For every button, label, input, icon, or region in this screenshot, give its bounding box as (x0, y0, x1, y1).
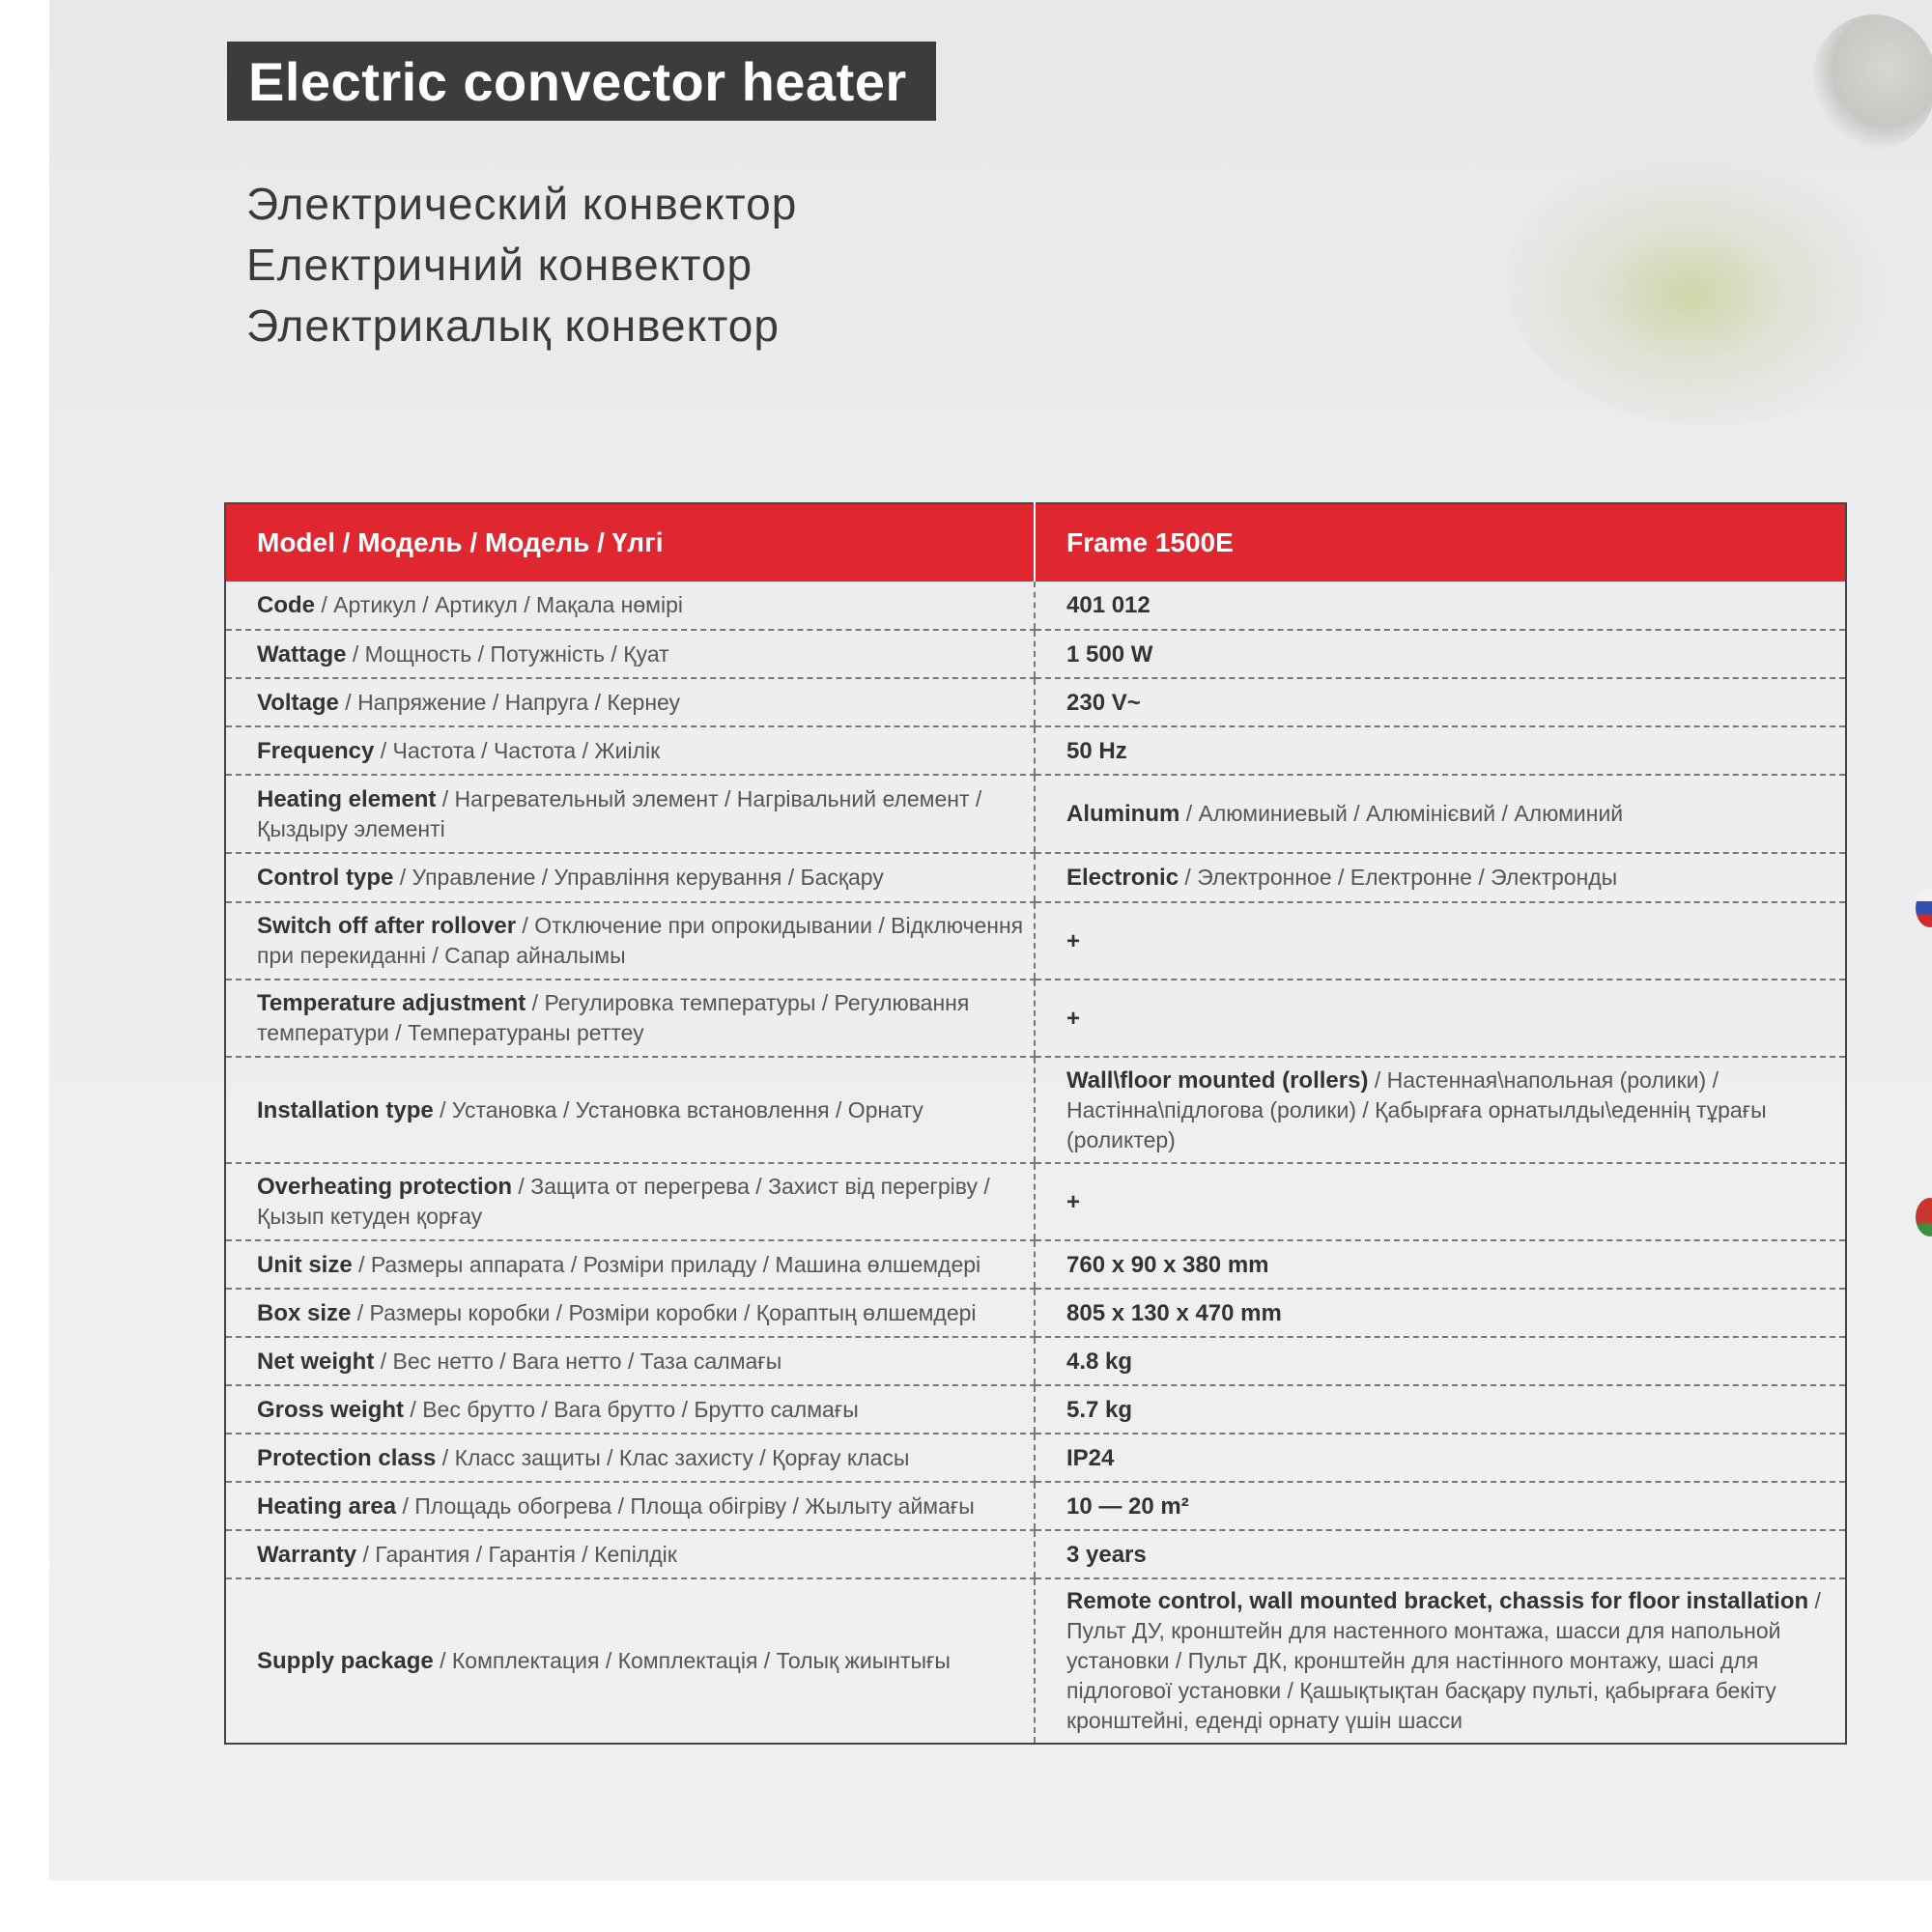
spec-label-cell (225, 853, 1035, 902)
spec-label-translations: / Напряжение / Напруга / Кернеу (338, 689, 681, 715)
spec-label-translations: / Мощность / Потужність / Қуат (346, 640, 669, 667)
spec-value-cell (1035, 1163, 1846, 1240)
spec-value-cell (1035, 1337, 1846, 1385)
table-row (225, 1482, 1846, 1530)
spec-value-translations: / Электронное / Електронне / Электронды (1179, 865, 1618, 890)
spec-label-english: Temperature adjustment (257, 990, 526, 1016)
spec-value-cell (1035, 1385, 1846, 1434)
spec-value-cell (1035, 1057, 1846, 1163)
spec-label-cell (225, 1385, 1035, 1434)
subtitle-kazakh: Электрикалық конвектор (246, 300, 780, 351)
spec-value: 4.8 kg (1066, 1348, 1133, 1375)
spec-value-cell (1035, 853, 1846, 902)
table-row (225, 726, 1846, 775)
spec-value: + (1066, 1188, 1081, 1215)
table-row (225, 582, 1846, 630)
spec-value-cell (1035, 775, 1846, 853)
subtitle-russian: Электрический конвектор (246, 179, 798, 229)
spec-label-english: Unit size (257, 1251, 353, 1278)
spec-label-english: Control type (257, 865, 394, 891)
spec-label-translations: / Размеры аппарата / Розміри приладу / Машина өлшемдері (352, 1251, 981, 1277)
spec-label-english: Voltage (257, 689, 339, 716)
spec-value: Aluminum (1066, 801, 1180, 827)
spec-label-translations: / Регулировка температуры / Регулювання температури / Температураны реттеу (257, 990, 970, 1045)
spec-value: Remote control, wall mounted bracket, chassis for floor installation (1066, 1588, 1809, 1614)
spec-label-english: Net weight (257, 1348, 375, 1375)
spec-label-english: Protection class (257, 1444, 437, 1471)
spec-label-translations: / Нагревательный элемент / Нагрівальний елемент / Қыздыру элементі (257, 785, 982, 841)
spec-value-cell (1035, 1240, 1846, 1289)
table-row (225, 1530, 1846, 1578)
table-row (225, 853, 1846, 902)
spec-value-translations: / Настенная\напольная (ролики) / Настінна\підлогова (ролики) / Қабырғаға орнатылды\еденнің тұрағы (роликтер) (1066, 1066, 1767, 1152)
spec-value-translations: / Пульт ДУ, кронштейн для настенного монтажа, шасси для напольной установки / Пульт ДК, кронштейн для настінного монтажу, шасі для підлогової установки / Қашықтықтан басқару пульті, қабырғаға бекіту кронштейні, еденді орнату үшін шасси (1066, 1588, 1821, 1733)
spec-value: 3 years (1066, 1541, 1147, 1568)
spec-label-cell (225, 1530, 1035, 1578)
subtitle-group (246, 174, 797, 356)
spec-label-english: Warranty (257, 1541, 357, 1568)
table-row (225, 1163, 1846, 1240)
spec-label-english: Heating element (257, 785, 437, 812)
table-row (225, 1289, 1846, 1337)
spec-value-cell (1035, 1530, 1846, 1578)
spec-label-translations: / Защита от перегрева / Захист від перегріву / Қызып кетуден қорғау (257, 1174, 990, 1229)
spec-value: IP24 (1066, 1444, 1115, 1471)
product-corner-decoration (1811, 14, 1932, 150)
spec-label-english: Box size (257, 1299, 352, 1326)
subtitle-ukrainian: Електричний конвектор (246, 240, 753, 290)
spec-label-english: Heating area (257, 1492, 397, 1520)
spec-label-cell (225, 1337, 1035, 1385)
spec-value: Wall\floor mounted (rollers) (1066, 1066, 1369, 1094)
spec-value: 805 x 130 x 470 mm (1066, 1299, 1282, 1326)
table-row (225, 678, 1846, 726)
spec-label-cell (225, 1482, 1035, 1530)
spec-value: 5.7 kg (1066, 1396, 1133, 1423)
spec-label-cell (225, 1578, 1035, 1744)
title-banner (227, 42, 936, 121)
spec-value-cell (1035, 726, 1846, 775)
spec-label-cell (225, 630, 1035, 678)
spec-label-cell (225, 726, 1035, 775)
spec-label-cell (225, 1240, 1035, 1289)
spec-label-cell (225, 1163, 1035, 1240)
table-row (225, 775, 1846, 853)
spec-label-cell (225, 1434, 1035, 1482)
table-row (225, 902, 1846, 980)
spec-label-cell (225, 980, 1035, 1057)
spec-value-cell (1035, 630, 1846, 678)
spec-label-translations: / Установка / Установка встановлення / Орнату (433, 1096, 923, 1122)
spec-value: + (1066, 1005, 1081, 1032)
table-row (225, 1385, 1846, 1434)
spec-label-cell (225, 775, 1035, 853)
spec-label-translations: / Вес брутто / Вага брутто / Брутто салмағы (404, 1396, 859, 1422)
spec-value: Electronic (1066, 865, 1179, 891)
page-title: Electric convector heater (248, 50, 907, 112)
spec-label-translations: / Управление / Управління керування / Басқару (393, 865, 884, 890)
spec-value: 760 x 90 x 380 mm (1066, 1251, 1269, 1278)
spec-value-cell (1035, 1578, 1846, 1744)
spec-value: + (1066, 927, 1081, 954)
specifications-table (224, 502, 1847, 1745)
spec-label-english: Gross weight (257, 1396, 405, 1423)
spec-value-cell (1035, 902, 1846, 980)
spec-label-english: Installation type (257, 1096, 434, 1123)
spec-value-cell (1035, 980, 1846, 1057)
spec-label-cell (225, 1289, 1035, 1337)
spec-value: 401 012 (1066, 592, 1151, 618)
spec-label-translations: / Частота / Частота / Жиілік (374, 737, 661, 763)
spec-label-english: Switch off after rollover (257, 913, 517, 939)
table-row (225, 1578, 1846, 1744)
header-model-value: Frame 1500E (1035, 503, 1846, 582)
specifications-body (225, 582, 1846, 1744)
spec-value-cell (1035, 678, 1846, 726)
spec-value: 10 — 20 m² (1066, 1492, 1189, 1520)
spec-label-english: Wattage (257, 640, 347, 668)
spec-label-english: Frequency (257, 737, 375, 764)
spec-label-cell (225, 678, 1035, 726)
spec-label-translations: / Гарантия / Гарантія / Кепілдік (356, 1541, 677, 1567)
spec-label-cell (225, 1057, 1035, 1163)
table-row (225, 980, 1846, 1057)
spec-label-cell (225, 582, 1035, 630)
spec-label-english: Code (257, 592, 315, 618)
spec-value-translations: / Алюминиевый / Алюмінієвий / Алюминий (1179, 801, 1624, 826)
spec-value-cell (1035, 1482, 1846, 1530)
spec-label-translations: / Отключение при опрокидывании / Відключення при перекиданні / Сапар айналымы (257, 913, 1024, 968)
spec-value: 50 Hz (1066, 737, 1127, 764)
table-row (225, 1337, 1846, 1385)
table-row (225, 1434, 1846, 1482)
spec-label-translations: / Артикул / Артикул / Мақала нөмірі (315, 592, 683, 617)
spec-value-cell (1035, 1434, 1846, 1482)
plant-decoration (1507, 135, 1913, 425)
spec-value: 230 V~ (1066, 689, 1141, 716)
spec-value-cell (1035, 582, 1846, 630)
spec-value-cell (1035, 1289, 1846, 1337)
table-header-row (225, 503, 1846, 582)
table-row (225, 1057, 1846, 1163)
spec-value: 1 500 W (1066, 640, 1153, 668)
spec-label-cell (225, 902, 1035, 980)
header-model-label: Model / Модель / Модель / Үлгі (225, 503, 1035, 582)
spec-label-english: Supply package (257, 1648, 434, 1674)
spec-label-english: Overheating protection (257, 1174, 513, 1200)
spec-label-translations: / Вес нетто / Вага нетто / Таза салмағы (374, 1348, 782, 1374)
table-row (225, 630, 1846, 678)
spec-label-translations: / Комплектация / Комплектація / Толық жиынтығы (433, 1648, 951, 1673)
table-row (225, 1240, 1846, 1289)
spec-label-translations: / Площадь обогрева / Площа обігріву / Жылыту аймағы (396, 1492, 975, 1519)
spec-label-translations: / Класс защиты / Клас захисту / Қорғау класы (436, 1444, 910, 1470)
spec-label-translations: / Размеры коробки / Розміри коробки / Қорaптың өлшемдері (351, 1299, 977, 1325)
